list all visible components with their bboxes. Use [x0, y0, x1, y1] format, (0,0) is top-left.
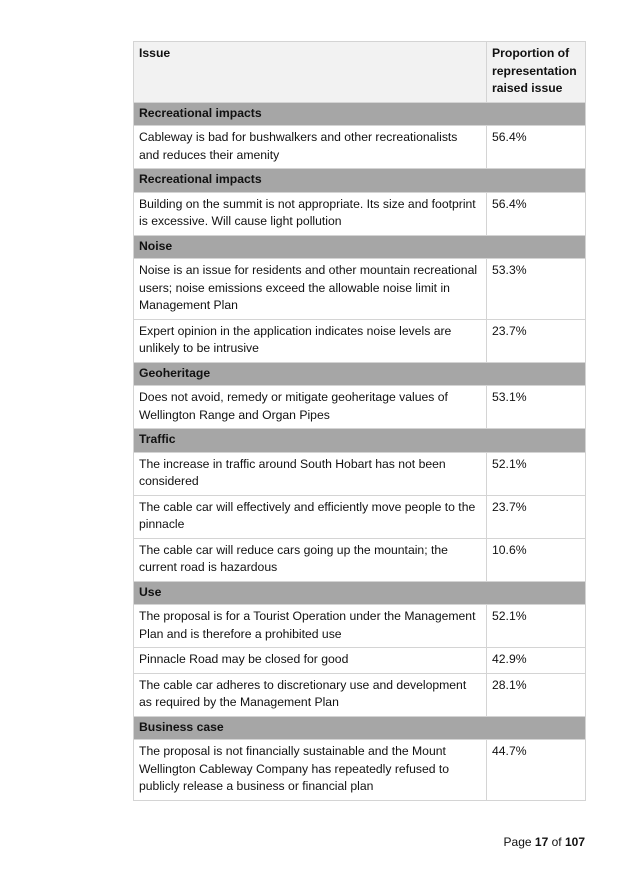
page-of-label: of: [551, 835, 562, 849]
issue-cell: Building on the summit is not appropriate. Its size and footprint is excessive. Will cause light pollution: [134, 192, 487, 235]
proportion-cell: 23.7%: [487, 495, 586, 538]
proportion-cell: 52.1%: [487, 452, 586, 495]
section-label: Business case: [134, 716, 586, 740]
table-body: [134, 102, 586, 800]
section-label: Use: [134, 581, 586, 605]
header-issue: Issue: [134, 42, 487, 103]
header-proportion: Proportion of representation raised issue: [487, 42, 586, 103]
issue-cell: The increase in traffic around South Hobart has not been considered: [134, 452, 487, 495]
issue-cell: The proposal is for a Tourist Operation under the Management Plan and is therefore a prohibited use: [134, 605, 487, 648]
issue-cell: Cableway is bad for bushwalkers and other recreationalists and reduces their amenity: [134, 126, 487, 169]
issues-table: [133, 41, 586, 801]
issue-cell: Noise is an issue for residents and other mountain recreational users; noise emissions exceed the allowable noise limit in Management Plan: [134, 259, 487, 320]
issue-cell: Does not avoid, remedy or mitigate geoheritage values of Wellington Range and Organ Pipes: [134, 386, 487, 429]
proportion-cell: 53.1%: [487, 386, 586, 429]
issue-cell: The cable car will effectively and efficiently move people to the pinnacle: [134, 495, 487, 538]
section-row: [134, 169, 586, 193]
page-number: 17: [534, 835, 549, 849]
table-row: [134, 319, 586, 362]
proportion-cell: 44.7%: [487, 740, 586, 801]
proportion-cell: 10.6%: [487, 538, 586, 581]
proportion-cell: 56.4%: [487, 192, 586, 235]
table-row: [134, 648, 586, 674]
section-label: Recreational impacts: [134, 102, 586, 126]
table-row: [134, 495, 586, 538]
section-row: [134, 716, 586, 740]
proportion-cell: 56.4%: [487, 126, 586, 169]
proportion-cell: 23.7%: [487, 319, 586, 362]
total-pages: 107: [564, 835, 585, 849]
table-row: [134, 386, 586, 429]
issues-table-container: [133, 41, 585, 801]
page-label: Page: [503, 835, 532, 849]
section-label: Noise: [134, 235, 586, 259]
proportion-cell: 52.1%: [487, 605, 586, 648]
table-row: [134, 605, 586, 648]
issue-cell: The cable car adheres to discretionary use and development as required by the Management Plan: [134, 673, 487, 716]
proportion-cell: 42.9%: [487, 648, 586, 674]
issue-cell: Expert opinion in the application indicates noise levels are unlikely to be intrusive: [134, 319, 487, 362]
page-footer: [504, 835, 585, 849]
issue-cell: The proposal is not financially sustainable and the Mount Wellington Cableway Company has repeatedly refused to publicly release a business or financial plan: [134, 740, 487, 801]
table-row: [134, 126, 586, 169]
section-label: Geoheritage: [134, 362, 586, 386]
issue-cell: The cable car will reduce cars going up the mountain; the current road is hazardous: [134, 538, 487, 581]
table-header-row: [134, 42, 586, 103]
section-row: [134, 235, 586, 259]
section-row: [134, 581, 586, 605]
table-row: [134, 452, 586, 495]
section-row: [134, 362, 586, 386]
section-label: Recreational impacts: [134, 169, 586, 193]
table-row: [134, 673, 586, 716]
section-label: Traffic: [134, 429, 586, 453]
table-row: [134, 192, 586, 235]
section-row: [134, 102, 586, 126]
table-row: [134, 740, 586, 801]
section-row: [134, 429, 586, 453]
proportion-cell: 53.3%: [487, 259, 586, 320]
table-row: [134, 538, 586, 581]
issue-cell: Pinnacle Road may be closed for good: [134, 648, 487, 674]
table-row: [134, 259, 586, 320]
proportion-cell: 28.1%: [487, 673, 586, 716]
